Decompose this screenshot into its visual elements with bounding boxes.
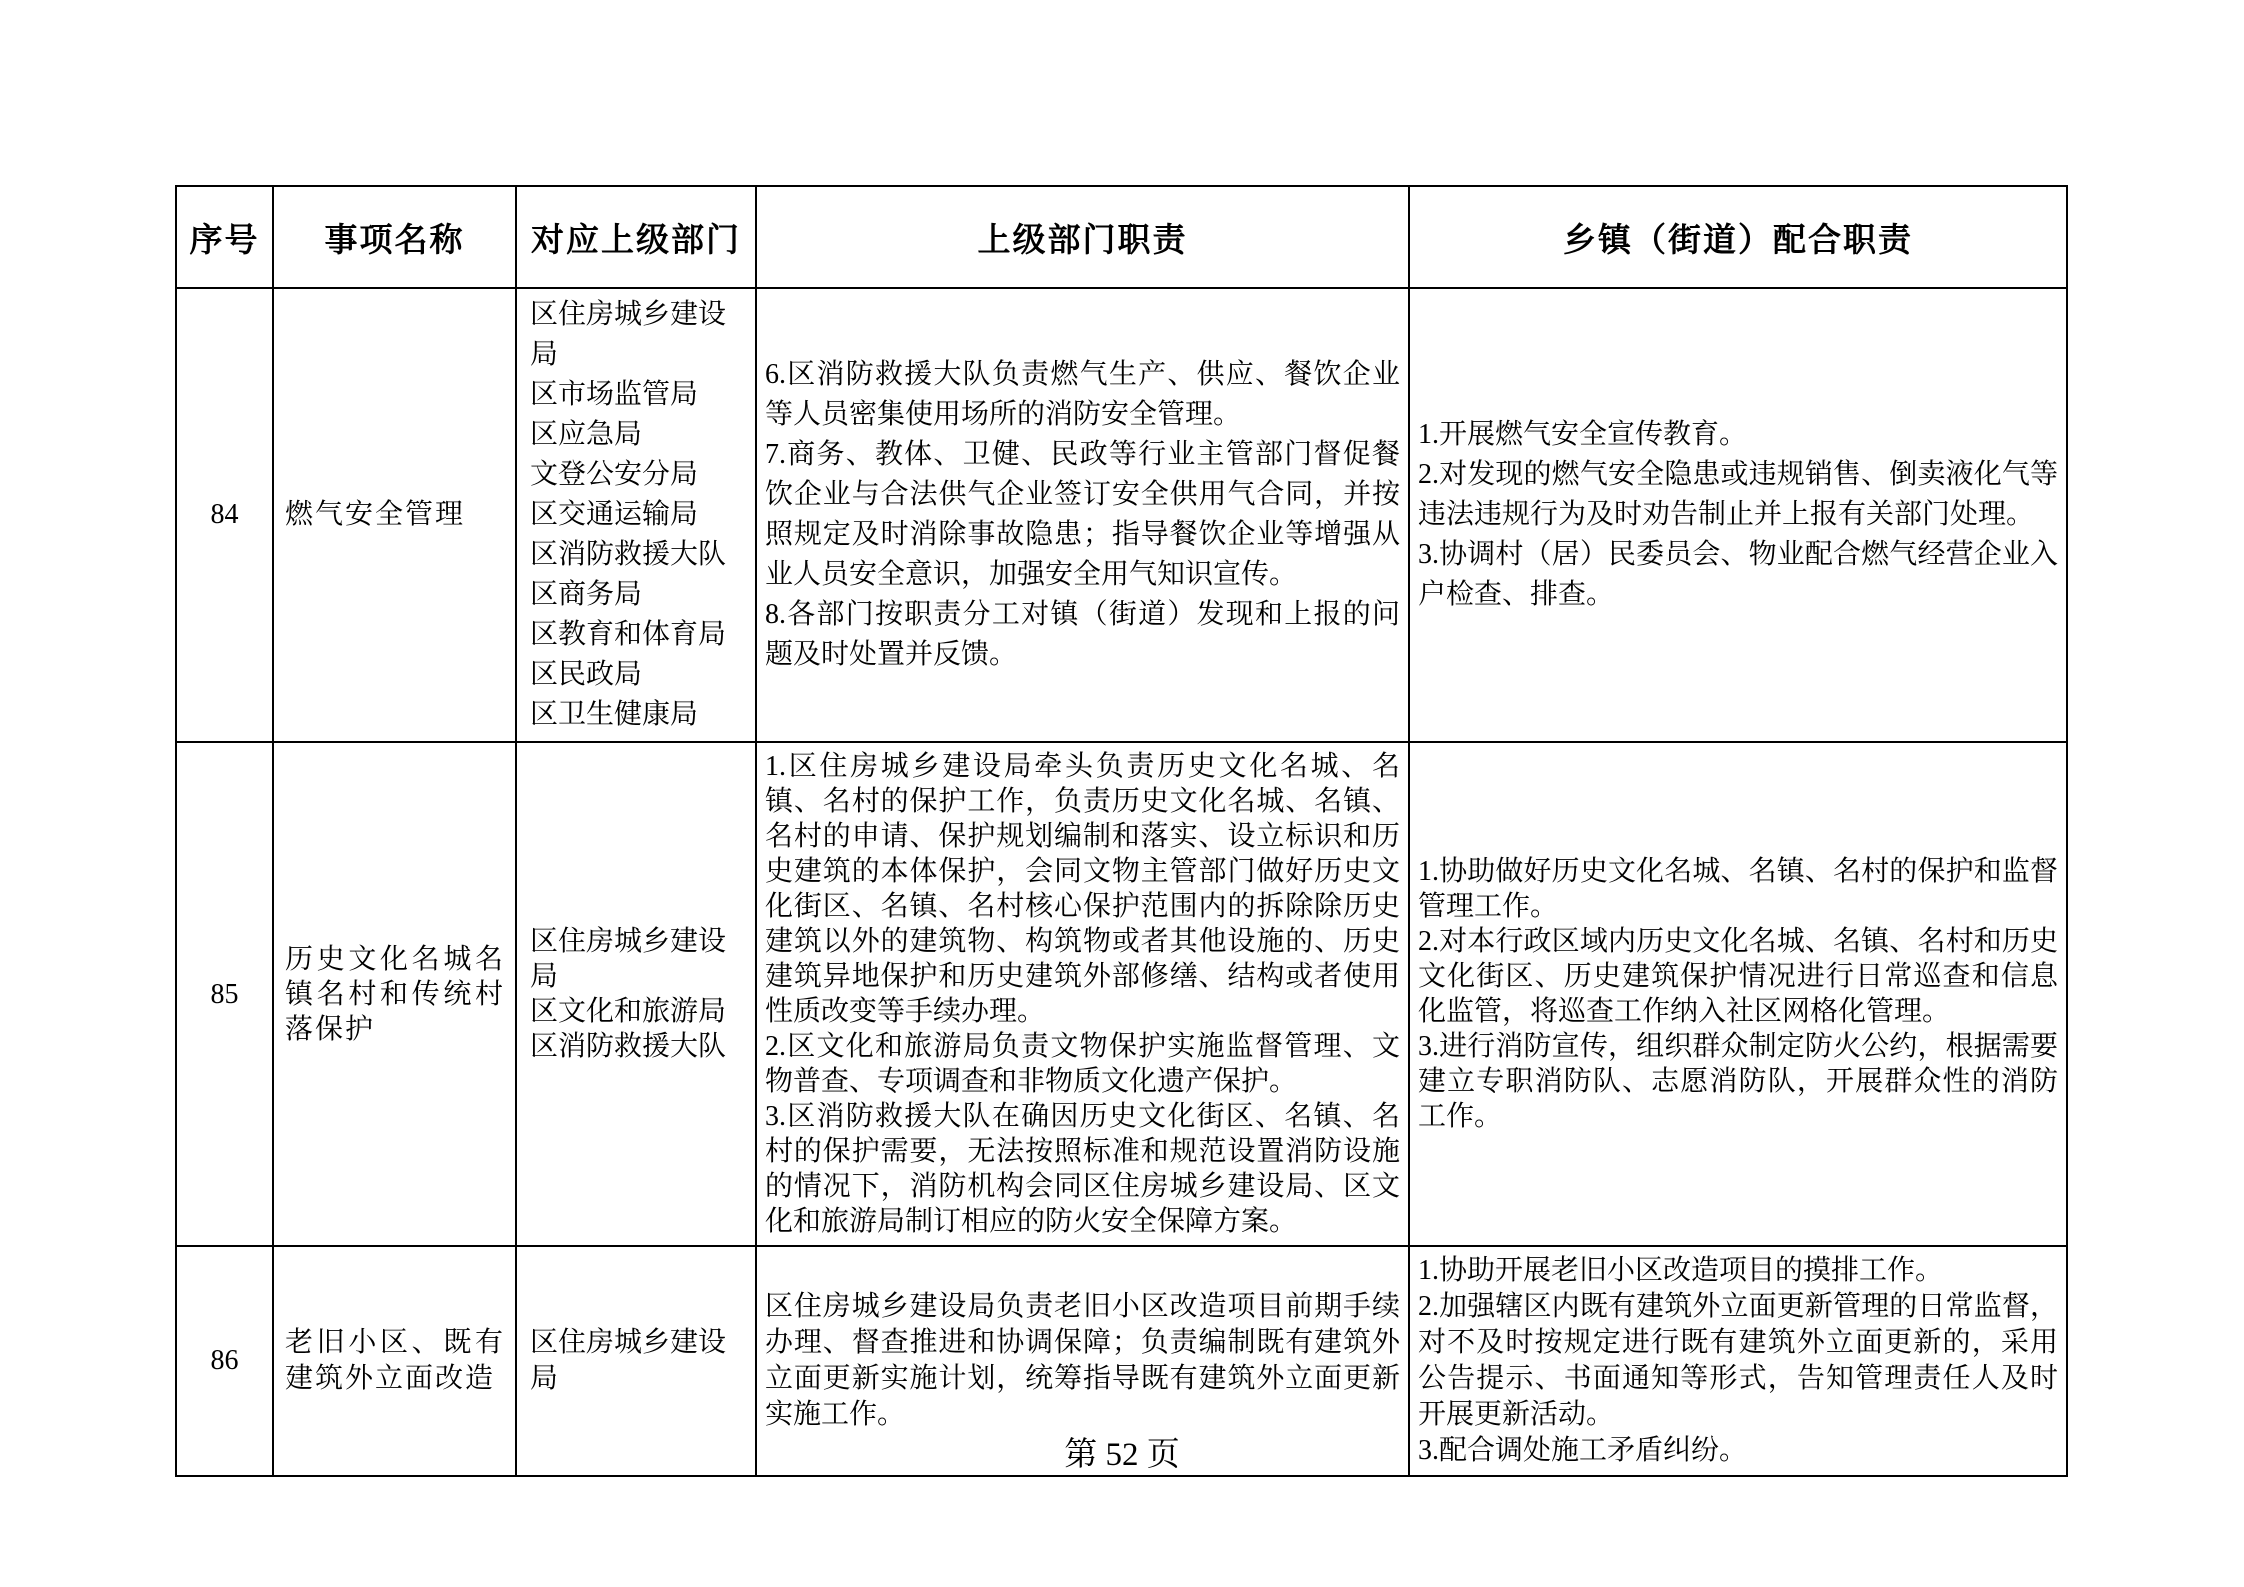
superior-duty-item: 8.各部门按职责分工对镇（街道）发现和上报的问题及时处置并反馈。 xyxy=(765,599,1400,670)
departments-cell xyxy=(516,742,756,1246)
superior-duty-item: 1.区住房城乡建设局牵头负责历史文化名城、名镇、名村的保护工作，负责历史文化名城、名镇、名村的申请、保护规划编制和落实、设立标识和历史建筑的本体保护，会同文物主管部门做好历史文化街区、名镇、名村核心保护范围内的拆除除历史建筑以外的建筑物、构筑物或者其他设施的、历史建筑异地保护和历史建筑外部修缮、结构或者使用性质改变等手续办理。 xyxy=(765,751,1400,1027)
town-duty-item: 2.加强辖区内既有建筑外立面更新管理的日常监督，对不及时按规定进行既有建筑外立面更新的，采用公告提示、书面通知等形式，告知管理责任人及时开展更新活动。 xyxy=(1418,1291,2058,1430)
department-line: 区住房城乡建设局 xyxy=(530,926,727,992)
department-line: 区交通运输局 xyxy=(530,499,699,530)
item-name-cell: 老旧小区、既有建筑外立面改造 xyxy=(273,1246,516,1476)
department-line: 区市场监管局 xyxy=(530,379,699,410)
department-line: 文登公安分局 xyxy=(530,459,699,490)
table-row xyxy=(176,288,2067,742)
town-duty-item: 3.协调村（居）民委员会、物业配合燃气经营企业入户检查、排查。 xyxy=(1418,539,2058,610)
column-header-4: 乡镇（街道）配合职责 xyxy=(1409,186,2067,288)
superior-duty-item: 区住房城乡建设局负责老旧小区改造项目前期手续办理、督查推进和协调保障；负责编制既有建筑外立面更新实施计划，统筹指导既有建筑外立面更新实施工作。 xyxy=(765,1291,1400,1430)
department-line: 区民政局 xyxy=(530,659,643,690)
department-line: 区住房城乡建设局 xyxy=(530,1327,727,1394)
departments-cell xyxy=(516,288,756,742)
town-duties-cell xyxy=(1409,742,2067,1246)
department-line: 区教育和体育局 xyxy=(530,619,727,650)
department-line: 区商务局 xyxy=(530,579,643,610)
town-duty-item: 1.协助开展老旧小区改造项目的摸排工作。 xyxy=(1418,1255,1944,1286)
superior-duty-item: 6.区消防救援大队负责燃气生产、供应、餐饮企业等人员密集使用场所的消防安全管理。 xyxy=(765,359,1400,430)
table-header xyxy=(176,186,2067,288)
superior-duties-cell xyxy=(756,288,1409,742)
department-line: 区应急局 xyxy=(530,419,643,450)
superior-duty-item: 7.商务、教体、卫健、民政等行业主管部门督促餐饮企业与合法供气企业签订安全供用气合同，并按照规定及时消除事故隐患；指导餐饮企业等增强从业人员安全意识，加强安全用气知识宣传。 xyxy=(765,439,1400,590)
column-header-0: 序号 xyxy=(176,186,273,288)
item-name-cell: 历史文化名城名镇名村和传统村落保护 xyxy=(273,742,516,1246)
department-line: 区卫生健康局 xyxy=(530,699,699,730)
town-duty-item: 1.开展燃气安全宣传教育。 xyxy=(1418,419,1748,450)
row-index-cell: 86 xyxy=(176,1246,273,1476)
town-duties-cell xyxy=(1409,288,2067,742)
page-number: 第 52 页 xyxy=(1064,1437,1180,1473)
table-header-row xyxy=(176,186,2067,288)
column-header-3: 上级部门职责 xyxy=(756,186,1409,288)
table-body xyxy=(176,288,2067,1476)
department-line: 区消防救援大队 xyxy=(530,1031,727,1062)
superior-duty-item: 3.区消防救援大队在确因历史文化街区、名镇、名村的保护需要，无法按照标准和规范设置消防设施的情况下，消防机构会同区住房城乡建设局、区文化和旅游局制订相应的防火安全保障方案。 xyxy=(765,1101,1400,1237)
table-row xyxy=(176,742,2067,1246)
town-duty-item: 2.对发现的燃气安全隐患或违规销售、倒卖液化气等违法违规行为及时劝告制止并上报有关部门处理。 xyxy=(1418,459,2058,530)
town-duty-item: 3.进行消防宣传，组织群众制定防火公约，根据需要建立专职消防队、志愿消防队，开展群众性的消防工作。 xyxy=(1418,1031,2058,1132)
item-name-cell: 燃气安全管理 xyxy=(273,288,516,742)
column-header-2: 对应上级部门 xyxy=(516,186,756,288)
column-header-1: 事项名称 xyxy=(273,186,516,288)
department-line: 区住房城乡建设局 xyxy=(530,299,727,370)
department-line: 区文化和旅游局 xyxy=(530,996,727,1027)
town-duty-item: 2.对本行政区域内历史文化名城、名镇、名村和历史文化街区、历史建筑保护情况进行日常巡查和信息化监管，将巡查工作纳入社区网格化管理。 xyxy=(1418,926,2058,1027)
row-index-cell: 84 xyxy=(176,288,273,742)
row-index-cell: 85 xyxy=(176,742,273,1246)
department-line: 区消防救援大队 xyxy=(530,539,727,570)
town-duty-item: 3.配合调处施工矛盾纠纷。 xyxy=(1418,1435,1748,1466)
superior-duty-item: 2.区文化和旅游局负责文物保护实施监督管理、文物普查、专项调查和非物质文化遗产保护。 xyxy=(765,1031,1400,1097)
town-duty-item: 1.协助做好历史文化名城、名镇、名村的保护和监督管理工作。 xyxy=(1418,856,2058,922)
responsibility-table xyxy=(175,185,2068,1477)
superior-duties-cell xyxy=(756,742,1409,1246)
